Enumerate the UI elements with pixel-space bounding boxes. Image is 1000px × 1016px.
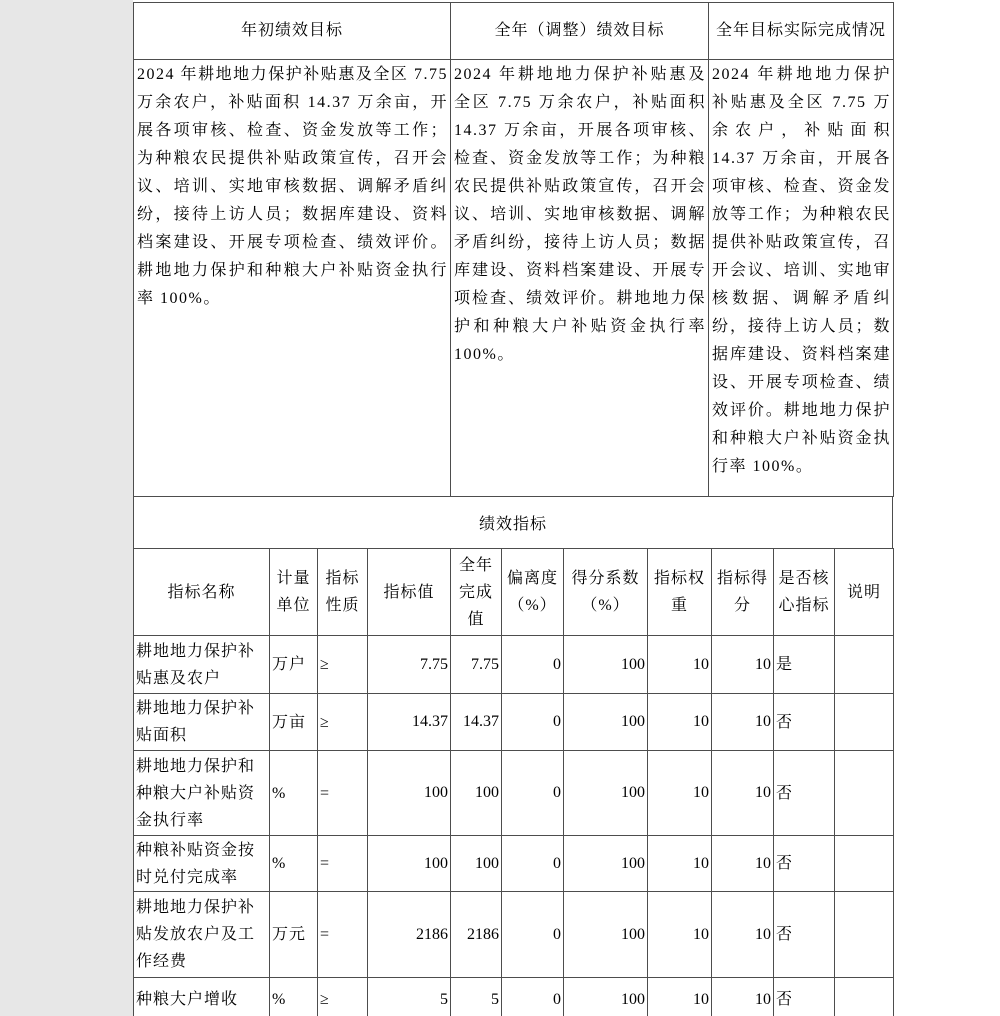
score-coefficient-cell: 100	[564, 836, 648, 892]
col-header-nature: 指标性质	[318, 549, 368, 636]
goals-table	[133, 2, 894, 497]
score-cell: 10	[712, 694, 774, 751]
note-cell	[835, 751, 894, 836]
indicator-name-cell: 耕地地力保护补贴面积	[134, 694, 270, 751]
deviation-cell: 0	[502, 978, 564, 1016]
weight-cell: 10	[648, 892, 712, 978]
col-header-note: 说明	[835, 549, 894, 636]
col-header-score-coefficient: 得分系数（%）	[564, 549, 648, 636]
indicator-row	[134, 892, 894, 978]
score-cell: 10	[712, 751, 774, 836]
nature-cell: =	[318, 892, 368, 978]
goals-body-row	[134, 60, 894, 497]
note-cell	[835, 892, 894, 978]
unit-cell: %	[270, 836, 318, 892]
completed-value-cell: 14.37	[451, 694, 502, 751]
core-indicator-cell: 否	[774, 751, 835, 836]
nature-cell: =	[318, 751, 368, 836]
weight-cell: 10	[648, 694, 712, 751]
score-coefficient-cell: 100	[564, 978, 648, 1016]
weight-cell: 10	[648, 836, 712, 892]
indicator-header-row	[134, 549, 894, 636]
unit-cell: 万亩	[270, 694, 318, 751]
unit-cell: 万户	[270, 636, 318, 694]
deviation-cell: 0	[502, 892, 564, 978]
section-band	[133, 496, 893, 549]
col-header-score: 指标得分	[712, 549, 774, 636]
note-cell	[835, 836, 894, 892]
target-value-cell: 2186	[368, 892, 451, 978]
indicator-table	[133, 548, 894, 1016]
completed-value-cell: 7.75	[451, 636, 502, 694]
col-header-weight: 指标权重	[648, 549, 712, 636]
unit-cell: 万元	[270, 892, 318, 978]
goals-header-adjusted: 全年（调整）绩效目标	[451, 3, 709, 60]
indicator-row	[134, 836, 894, 892]
core-indicator-cell: 否	[774, 978, 835, 1016]
note-cell	[835, 978, 894, 1016]
nature-cell: ≥	[318, 978, 368, 1016]
completed-value-cell: 100	[451, 836, 502, 892]
col-header-indicator-name: 指标名称	[134, 549, 270, 636]
deviation-cell: 0	[502, 636, 564, 694]
note-cell	[835, 694, 894, 751]
score-coefficient-cell: 100	[564, 636, 648, 694]
completed-value-cell: 5	[451, 978, 502, 1016]
score-coefficient-cell: 100	[564, 751, 648, 836]
goal-text-adjusted: 2024 年耕地地力保护补贴惠及全区 7.75 万余农户，补贴面积 14.37 万余亩，开展各项审核、检查、资金发放等工作；为种粮农民提供补贴政策宣传，召开会议、培训、实地审核数据、调解矛盾纠纷，接待上访人员；数据库建设、资料档案建设、开展专项检查、绩效评价。耕地地力保护和种粮大户补贴资金执行率 100%。	[451, 60, 709, 497]
goals-header-actual-completion: 全年目标实际完成情况	[709, 3, 894, 60]
deviation-cell: 0	[502, 751, 564, 836]
col-header-completed-value: 全年完成值	[451, 549, 502, 636]
col-header-core-indicator: 是否核心指标	[774, 549, 835, 636]
indicator-row	[134, 636, 894, 694]
score-coefficient-cell: 100	[564, 892, 648, 978]
goals-header-year-begin: 年初绩效目标	[134, 3, 451, 60]
section-title: 绩效指标	[134, 497, 893, 549]
indicator-name-cell: 种粮补贴资金按时兑付完成率	[134, 836, 270, 892]
deviation-cell: 0	[502, 836, 564, 892]
indicator-row	[134, 751, 894, 836]
score-coefficient-cell: 100	[564, 694, 648, 751]
weight-cell: 10	[648, 751, 712, 836]
indicator-name-cell: 耕地地力保护和种粮大户补贴资金执行率	[134, 751, 270, 836]
col-header-unit: 计量单位	[270, 549, 318, 636]
note-cell	[835, 636, 894, 694]
unit-cell: %	[270, 978, 318, 1016]
core-indicator-cell: 否	[774, 892, 835, 978]
score-cell: 10	[712, 636, 774, 694]
core-indicator-cell: 否	[774, 694, 835, 751]
weight-cell: 10	[648, 636, 712, 694]
performance-report	[133, 2, 893, 1016]
nature-cell: ≥	[318, 694, 368, 751]
score-cell: 10	[712, 892, 774, 978]
indicator-name-cell: 耕地地力保护补贴发放农户及工作经费	[134, 892, 270, 978]
indicator-row	[134, 694, 894, 751]
indicator-name-cell: 种粮大户增收	[134, 978, 270, 1016]
completed-value-cell: 2186	[451, 892, 502, 978]
weight-cell: 10	[648, 978, 712, 1016]
deviation-cell: 0	[502, 694, 564, 751]
goal-text-year-begin: 2024 年耕地地力保护补贴惠及全区 7.75 万余农户，补贴面积 14.37 万余亩，开展各项审核、检查、资金发放等工作；为种粮农民提供补贴政策宣传，召开会议、培训、实地审核数据、调解矛盾纠纷，接待上访人员；数据库建设、资料档案建设、开展专项检查、绩效评价。耕地地力保护和种粮大户补贴资金执行率 100%。	[134, 60, 451, 497]
section-band-row	[134, 497, 893, 549]
target-value-cell: 7.75	[368, 636, 451, 694]
target-value-cell: 100	[368, 751, 451, 836]
goal-text-actual-completion: 2024 年耕地地力保护补贴惠及全区 7.75 万余农户，补贴面积 14.37 万余亩，开展各项审核、检查、资金发放等工作；为种粮农民提供补贴政策宣传，召开会议、培训、实地审核数据、调解矛盾纠纷，接待上访人员；数据库建设、资料档案建设、开展专项检查、绩效评价。耕地地力保护和种粮大户补贴资金执行率 100%。	[709, 60, 894, 497]
core-indicator-cell: 否	[774, 836, 835, 892]
core-indicator-cell: 是	[774, 636, 835, 694]
indicator-row	[134, 978, 894, 1016]
col-header-deviation: 偏离度（%）	[502, 549, 564, 636]
goals-header-row	[134, 3, 894, 60]
col-header-target-value: 指标值	[368, 549, 451, 636]
target-value-cell: 14.37	[368, 694, 451, 751]
unit-cell: %	[270, 751, 318, 836]
target-value-cell: 100	[368, 836, 451, 892]
indicator-name-cell: 耕地地力保护补贴惠及农户	[134, 636, 270, 694]
completed-value-cell: 100	[451, 751, 502, 836]
nature-cell: =	[318, 836, 368, 892]
left-margin	[0, 0, 133, 1016]
score-cell: 10	[712, 836, 774, 892]
target-value-cell: 5	[368, 978, 451, 1016]
nature-cell: ≥	[318, 636, 368, 694]
score-cell: 10	[712, 978, 774, 1016]
